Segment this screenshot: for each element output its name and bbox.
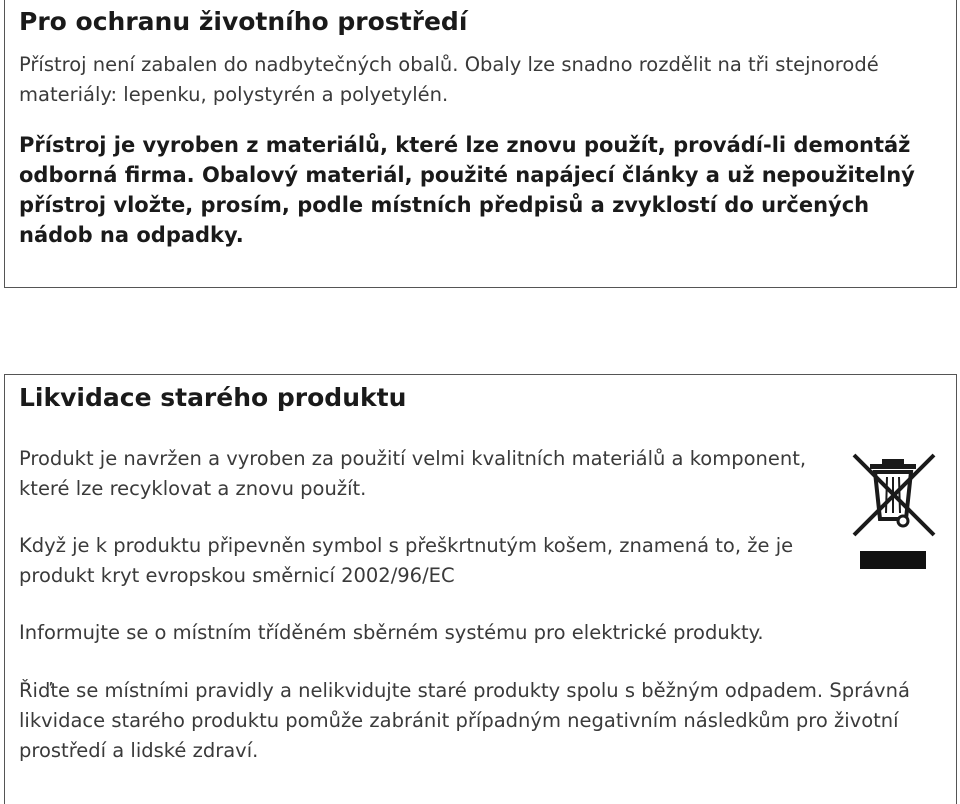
disposal-paragraph-collection: Informujte se o místním tříděném sběrném systému pro elektrické produkty. — [19, 621, 764, 644]
environment-heading: Pro ochranu životního prostředí — [19, 7, 468, 36]
environment-paragraph-recycling: Přístroj je vyroben z materiálů, které lze znovu použít, provádí-li demontáž odborná firma. Obalový materiál, použité napájecí články a už nepoužitelný přístroj vložte, prosím, podle místních předpisů a zvyklostí do určených nádob na odpadky. — [19, 133, 915, 247]
environment-section — [4, 0, 957, 288]
disposal-heading: Likvidace starého produktu — [19, 383, 407, 412]
crossed-out-wheelie-bin-icon — [848, 451, 938, 569]
disposal-paragraph-symbol: Když je k produktu připevněn symbol s přeškrtnutým košem, znamená to, že je produkt kryt evropskou směrnicí 2002/96/EC — [19, 534, 794, 587]
disposal-section — [4, 374, 957, 804]
disposal-paragraph-materials: Produkt je navržen a vyroben za použití velmi kvalitních materiálů a komponent, které lze recyklovat a znovu použít. — [19, 447, 807, 500]
disposal-paragraph-rules: Řiďte se místními pravidly a nelikvidujte staré produkty spolu s běžným odpadem. Správná likvidace starého produktu pomůže zabránit případným negativním následkům pro životní prostředí a lidské zdraví. — [19, 679, 910, 762]
environment-paragraph-packaging: Přístroj není zabalen do nadbytečných obalů. Obaly lze snadno rozdělit na tři stejnorodé materiály: lepenku, polystyrén a polyetylén. — [19, 53, 879, 106]
